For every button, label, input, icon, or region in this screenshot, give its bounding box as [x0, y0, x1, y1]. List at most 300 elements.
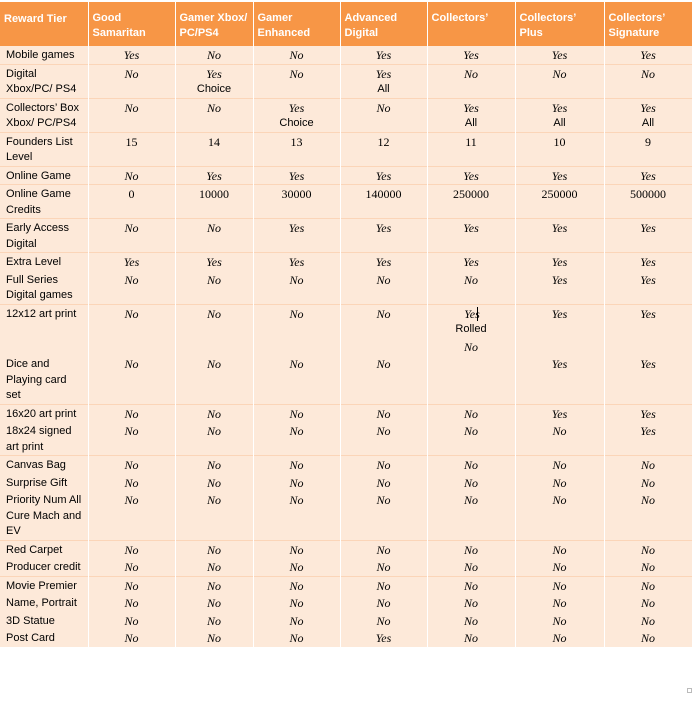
table-cell [427, 456, 515, 474]
cell-value: Yes [640, 48, 656, 62]
cell-value: No [463, 424, 478, 438]
cell-value: No [640, 560, 655, 574]
row-label [0, 338, 88, 356]
cell-value: No [124, 596, 139, 610]
table-cell [604, 132, 692, 166]
table-row [0, 629, 692, 647]
table-cell [515, 558, 604, 576]
cell-value: No [124, 66, 139, 81]
cell-value: No [206, 493, 221, 507]
row-label: 16x20 art print [0, 404, 88, 422]
cell-value: Yes [551, 255, 568, 269]
cell-value: No [124, 306, 139, 321]
cell-value: No [124, 221, 139, 235]
table-row [0, 46, 692, 64]
cell-value: Yes [551, 100, 568, 115]
cell-value: Yes [123, 48, 140, 62]
table-cell [427, 404, 515, 422]
cell-value: 9 [645, 134, 651, 149]
row-label: Full Series Digital games [0, 271, 88, 305]
table-cell [340, 456, 427, 474]
cell-value: Yes [640, 255, 656, 269]
table-cell [88, 185, 175, 219]
cell-value: No [463, 339, 478, 354]
table-cell [427, 64, 515, 98]
cell-value: No [206, 357, 221, 371]
cell-value: 10 [553, 134, 566, 149]
table-cell [427, 540, 515, 558]
cell-value: No [206, 100, 221, 115]
table-cell [427, 46, 515, 64]
table-cell [427, 576, 515, 594]
cell-value: No [124, 542, 139, 557]
table-cell [175, 185, 253, 219]
row-label: Collectors’ Box Xbox/ PC/PS4 [0, 98, 88, 132]
table-cell [515, 612, 604, 630]
table-cell [427, 166, 515, 185]
table-cell [340, 355, 427, 404]
row-label: Name, Portrait [0, 594, 88, 612]
table-cell [88, 304, 175, 338]
cell-value: No [463, 406, 478, 421]
table-cell [253, 456, 340, 474]
row-label: Mobile games [0, 46, 88, 64]
table-cell [515, 271, 604, 305]
table-cell [604, 612, 692, 630]
row-label: Post Card [0, 629, 88, 647]
cell-value: No [640, 475, 655, 490]
table-cell [175, 64, 253, 98]
cell-value: No [463, 631, 478, 645]
table-cell [427, 219, 515, 253]
cell-value: No [289, 542, 304, 557]
table-cell [88, 355, 175, 404]
table-row [0, 612, 692, 630]
cell-value: Yes [640, 424, 656, 438]
cell-value: No [463, 596, 478, 610]
cell-value: No [124, 424, 139, 438]
table-cell [427, 185, 515, 219]
table-cell [515, 166, 604, 185]
cell-value: No [640, 493, 655, 507]
cell-value: Yes [288, 100, 305, 115]
table-cell [88, 253, 175, 271]
table-cell [175, 540, 253, 558]
cell-value: No [124, 560, 139, 574]
cell-value: No [640, 542, 655, 557]
cell-value: No [206, 272, 221, 287]
table-cell [604, 491, 692, 540]
table-cell [88, 612, 175, 630]
table-cell [604, 98, 692, 132]
table-cell [340, 132, 427, 166]
cell-value: No [640, 596, 655, 610]
reward-tier-table-container [0, 2, 692, 647]
table-cell [175, 594, 253, 612]
table-cell [427, 629, 515, 647]
cell-value: No [376, 542, 391, 557]
table-cell [175, 456, 253, 474]
cell-value: Yes [640, 306, 656, 321]
table-cell [515, 629, 604, 647]
table-row [0, 166, 692, 185]
table-row [0, 355, 692, 404]
cell-value: Yes [551, 221, 568, 235]
table-body [0, 46, 692, 647]
cell-value: No [289, 560, 304, 574]
cell-value: Yes [463, 168, 479, 183]
row-label: Red Carpet [0, 540, 88, 558]
row-label: Digital Xbox/PC/ PS4 [0, 64, 88, 98]
cell-value: No [206, 631, 221, 645]
cell-value: No [206, 613, 221, 628]
cell-value: No [124, 272, 139, 287]
cell-value: No [124, 458, 139, 472]
table-cell [515, 185, 604, 219]
cell-note: Rolled [455, 323, 487, 335]
table-cell [340, 253, 427, 271]
table-cell [88, 540, 175, 558]
cell-value: No [289, 306, 304, 321]
table-cell [604, 219, 692, 253]
cell-value: Yes [375, 631, 392, 645]
table-cell [253, 422, 340, 456]
table-cell [427, 253, 515, 271]
table-cell [515, 98, 604, 132]
table-cell [427, 422, 515, 456]
table-cell [340, 166, 427, 185]
cell-value: No [124, 100, 139, 115]
row-label: Producer credit [0, 558, 88, 576]
cell-value: 12 [377, 134, 390, 149]
cell-value: No [463, 560, 478, 574]
table-cell [427, 132, 515, 166]
table-cell [88, 558, 175, 576]
cell-note: Choice [279, 117, 314, 129]
cell-value: Yes [375, 48, 392, 62]
cell-value: No [289, 66, 304, 81]
table-cell [515, 422, 604, 456]
cell-value: No [376, 493, 391, 507]
cell-value: No [206, 406, 221, 421]
table-cell [175, 612, 253, 630]
table-cell [175, 474, 253, 492]
cell-value: 250000 [541, 187, 578, 201]
cell-value: Yes [640, 406, 656, 421]
table-cell [253, 185, 340, 219]
table-cell [88, 64, 175, 98]
table-cell [253, 558, 340, 576]
table-cell [88, 166, 175, 185]
table-cell [253, 594, 340, 612]
table-cell [175, 253, 253, 271]
cell-value: Yes [206, 255, 222, 269]
cell-value: No [552, 424, 567, 438]
table-cell [88, 98, 175, 132]
table-cell [340, 558, 427, 576]
table-cell [427, 612, 515, 630]
table-cell [175, 422, 253, 456]
cell-value: Yes [463, 221, 479, 235]
table-row [0, 253, 692, 271]
cell-value: 0 [128, 187, 135, 201]
cell-value: No [640, 613, 655, 628]
table-cell [175, 166, 253, 185]
cell-value: No [552, 596, 567, 610]
resize-handle[interactable] [687, 688, 692, 693]
cell-value: No [289, 406, 304, 421]
row-label: Founders List Level [0, 132, 88, 166]
cell-value: No [640, 578, 655, 593]
table-cell [604, 594, 692, 612]
table-cell [604, 46, 692, 64]
cell-value: No [206, 458, 221, 472]
table-cell [88, 576, 175, 594]
cell-value: Yes [640, 272, 656, 287]
cell-value: Yes [288, 168, 305, 183]
table-cell [175, 576, 253, 594]
table-cell [88, 456, 175, 474]
cell-value: Yes [375, 168, 392, 183]
row-label: Surprise Gift [0, 474, 88, 492]
table-cell [604, 576, 692, 594]
table-cell [340, 540, 427, 558]
cell-value: No [552, 458, 567, 472]
table-cell [88, 629, 175, 647]
table-cell [175, 219, 253, 253]
cell-value: No [289, 458, 304, 472]
table-cell [515, 338, 604, 356]
table-cell [340, 404, 427, 422]
cell-value: No [376, 613, 391, 628]
table-cell [515, 540, 604, 558]
cell-value: No [376, 475, 391, 490]
cell-value: No [206, 424, 221, 438]
cell-value: No [552, 631, 567, 645]
table-row [0, 422, 692, 456]
cell-note: All [377, 83, 390, 95]
table-cell [175, 355, 253, 404]
cell-value: No [206, 560, 221, 574]
table-cell [515, 474, 604, 492]
table-cell [515, 219, 604, 253]
header-row [0, 2, 692, 46]
cell-value: No [640, 631, 655, 645]
table-cell [515, 576, 604, 594]
row-label: Online Game Credits [0, 185, 88, 219]
cell-value: Yes [551, 48, 568, 62]
table-row [0, 271, 692, 305]
table-cell [427, 355, 515, 404]
cell-value: No [552, 475, 567, 490]
table-cell [340, 594, 427, 612]
cell-value: No [289, 596, 304, 610]
cell-value: No [376, 306, 391, 321]
table-cell [515, 456, 604, 474]
cell-value: Yes [640, 357, 656, 371]
cell-value: Yes [464, 306, 480, 321]
table-row [0, 456, 692, 474]
table-cell [253, 253, 340, 271]
cell-value: No [463, 272, 478, 287]
row-label: 12x12 art print [0, 304, 88, 338]
table-cell [604, 64, 692, 98]
table-cell [253, 474, 340, 492]
table-cell [427, 594, 515, 612]
table-cell [88, 271, 175, 305]
table-cell [340, 422, 427, 456]
cell-value: No [206, 578, 221, 593]
cell-value: Yes [123, 255, 140, 269]
table-cell [253, 46, 340, 64]
cell-value: Yes [551, 357, 568, 371]
table-cell [340, 219, 427, 253]
table-cell [427, 98, 515, 132]
table-cell [604, 271, 692, 305]
row-label: Extra Level [0, 253, 88, 271]
cell-value: No [376, 357, 391, 371]
table-cell [340, 474, 427, 492]
table-row [0, 98, 692, 132]
table-cell [253, 629, 340, 647]
cell-note: All [464, 117, 478, 129]
table-cell [175, 304, 253, 338]
cell-value: No [206, 306, 221, 321]
table-cell [175, 338, 253, 356]
header-collectors-plus: Collectors’ Plus [515, 2, 604, 46]
cell-value: No [124, 613, 139, 628]
header-collectors: Collectors’ [427, 2, 515, 46]
table-cell [604, 422, 692, 456]
cell-value: No [552, 493, 567, 507]
cell-value: 250000 [453, 187, 489, 201]
cell-value: Yes [463, 48, 479, 62]
header-advanced-digital: Advanced Digital [340, 2, 427, 46]
cell-value: 14 [208, 134, 220, 149]
table-cell [604, 355, 692, 404]
table-row [0, 338, 692, 356]
row-label: 3D Statue [0, 612, 88, 630]
cell-note: All [553, 117, 566, 129]
table-cell [604, 185, 692, 219]
cell-value: No [124, 406, 139, 421]
cell-value: Yes [551, 272, 568, 287]
cell-value: No [640, 66, 655, 81]
table-cell [253, 355, 340, 404]
cell-value: Yes [206, 66, 222, 81]
cell-value: No [206, 542, 221, 557]
cell-value: No [463, 578, 478, 593]
cell-value: 500000 [630, 187, 666, 201]
table-row [0, 558, 692, 576]
cell-value: No [289, 493, 304, 507]
table-cell [88, 338, 175, 356]
table-cell [427, 304, 515, 338]
table-cell [515, 304, 604, 338]
cell-value: No [376, 100, 391, 115]
cell-value: No [289, 475, 304, 490]
cell-value: Yes [640, 100, 656, 115]
table-cell [604, 456, 692, 474]
cell-value: Yes [288, 221, 305, 235]
table-cell [88, 422, 175, 456]
table-cell [175, 558, 253, 576]
cell-value: No [376, 272, 391, 287]
cell-value: Yes [288, 255, 305, 269]
cell-value: No [124, 168, 139, 183]
cell-value: Yes [463, 100, 479, 115]
table-cell [515, 64, 604, 98]
table-row [0, 491, 692, 540]
table-row [0, 219, 692, 253]
cell-value: No [376, 596, 391, 610]
table-cell [175, 98, 253, 132]
table-cell [253, 304, 340, 338]
table-cell [340, 338, 427, 356]
cell-value: No [552, 578, 567, 593]
table-cell [175, 491, 253, 540]
table-cell [175, 629, 253, 647]
table-cell [88, 46, 175, 64]
cell-value: Yes [551, 168, 568, 183]
table-cell [253, 166, 340, 185]
cell-value: No [463, 613, 478, 628]
table-cell [340, 98, 427, 132]
table-cell [604, 338, 692, 356]
table-cell [175, 404, 253, 422]
table-cell [604, 629, 692, 647]
cell-value: No [289, 424, 304, 438]
table-cell [515, 253, 604, 271]
table-cell [253, 98, 340, 132]
cell-value: Yes [375, 221, 392, 235]
table-row [0, 132, 692, 166]
cell-value: 13 [290, 134, 303, 149]
table-cell [515, 46, 604, 64]
cell-value: No [124, 578, 139, 593]
table-cell [88, 219, 175, 253]
row-label: Canvas Bag [0, 456, 88, 474]
table-cell [604, 166, 692, 185]
cell-value: No [124, 357, 139, 371]
table-cell [427, 338, 515, 356]
cell-value: 11 [465, 134, 477, 149]
cell-value: No [552, 560, 567, 574]
cell-value: Yes [551, 406, 568, 421]
table-cell [340, 612, 427, 630]
cell-value: No [289, 357, 304, 371]
cell-value: Yes [463, 255, 479, 269]
cell-value: No [206, 596, 221, 610]
cell-value: No [463, 542, 478, 557]
table-cell [88, 474, 175, 492]
table-cell [253, 132, 340, 166]
table-cell [604, 558, 692, 576]
cell-value: No [552, 613, 567, 628]
table-cell [515, 404, 604, 422]
table-cell [340, 46, 427, 64]
table-cell [515, 132, 604, 166]
cell-value: Yes [640, 168, 656, 183]
cell-value: No [289, 48, 304, 62]
table-cell [253, 404, 340, 422]
cell-value: 15 [125, 134, 138, 149]
table-row [0, 64, 692, 98]
row-label: 18x24 signed art print [0, 422, 88, 456]
header-good-samaritan: Good Samaritan [88, 2, 175, 46]
cell-value: No [376, 424, 391, 438]
table-row [0, 576, 692, 594]
